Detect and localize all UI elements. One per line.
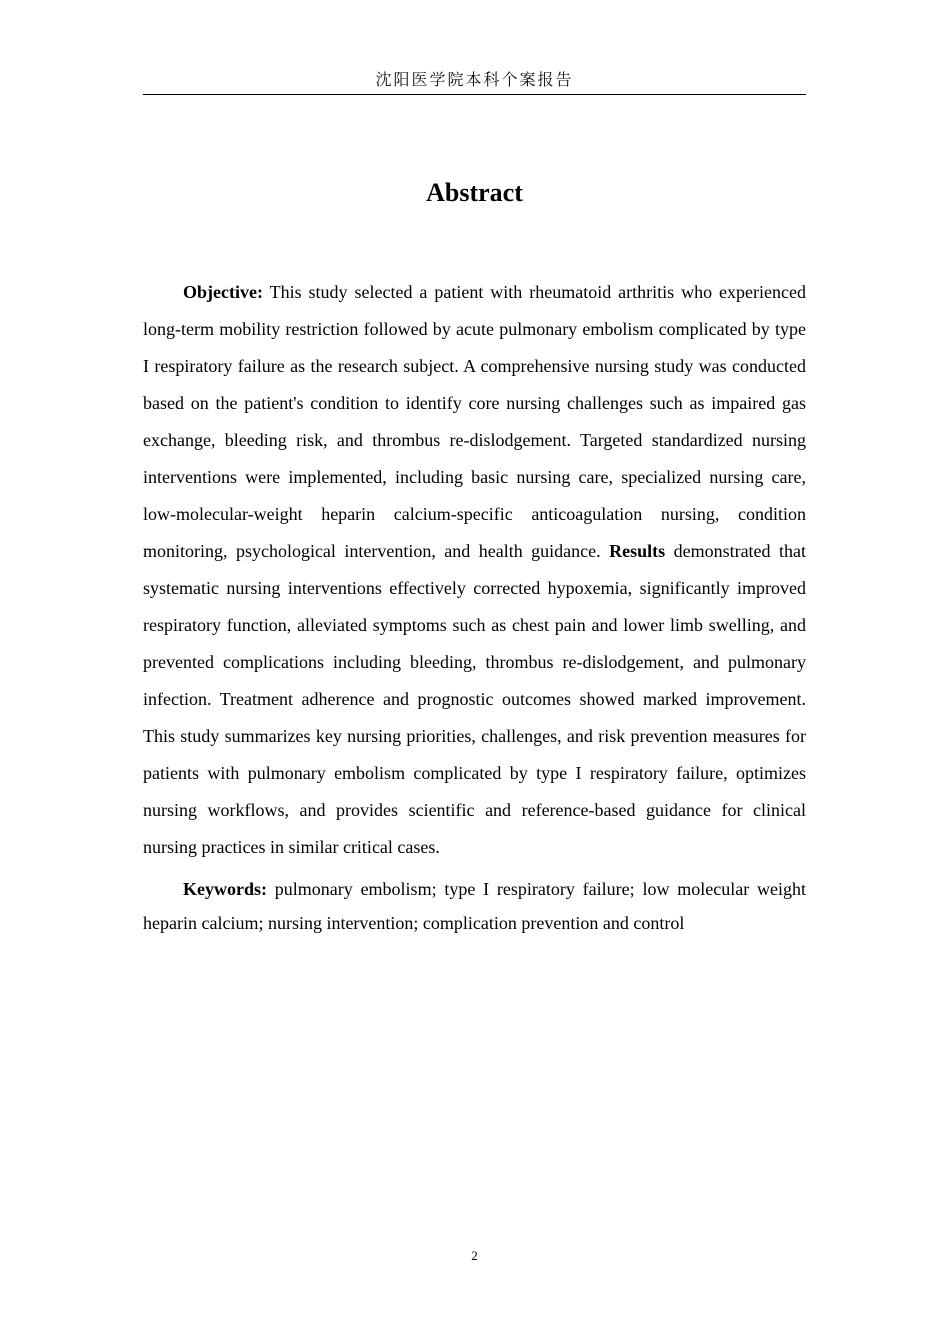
results-label: Results	[609, 541, 666, 561]
keywords-text: pulmonary embolism; type I respiratory failure; low molecular weight heparin calcium; nursing intervention; complication prevention and control	[143, 879, 806, 933]
abstract-title: Abstract	[426, 178, 523, 207]
page-number: 2	[471, 1248, 478, 1263]
header-rule	[143, 94, 806, 95]
objective-label: Objective:	[183, 282, 263, 302]
keywords-label: Keywords:	[183, 879, 267, 899]
keywords-paragraph	[143, 872, 806, 940]
abstract-body	[143, 274, 806, 940]
abstract-paragraph	[143, 274, 806, 866]
objective-text: This study selected a patient with rheumatoid arthritis who experienced long-term mobility restriction followed by acute pulmonary embolism complicated by type I respiratory failure as the research subject. A comprehensive nursing study was conducted based on the patient's condition to identify core nursing challenges such as impaired gas exchange, bleeding risk, and thrombus re-dislodgement. Targeted standardized nursing interventions were implemented, including basic nursing care, specialized nursing care, low-molecular-weight heparin calcium-specific anticoagulation nursing, condition monitoring, psychological intervention, and health guidance.	[143, 282, 806, 561]
results-text: demonstrated that systematic nursing interventions effectively corrected hypoxemia, significantly improved respiratory function, alleviated symptoms such as chest pain and lower limb swelling, and prevented complications including bleeding, thrombus re-dislodgement, and pulmonary infection. Treatment adherence and prognostic outcomes showed marked improvement. This study summarizes key nursing priorities, challenges, and risk prevention measures for patients with pulmonary embolism complicated by type I respiratory failure, optimizes nursing workflows, and provides scientific and reference-based guidance for clinical nursing practices in similar critical cases.	[143, 541, 806, 857]
running-header: 沈阳医学院本科个案报告	[375, 70, 574, 89]
